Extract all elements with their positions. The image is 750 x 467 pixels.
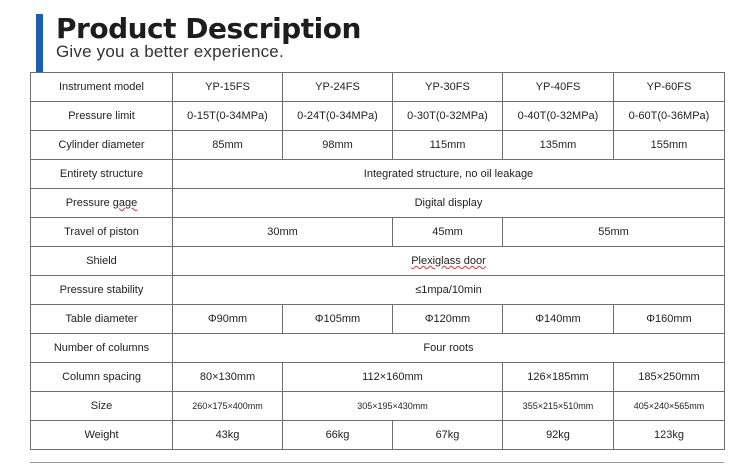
table-cell: 0-60T(0-36MPa) (614, 102, 725, 131)
table-cell: YP-15FS (173, 73, 283, 102)
table-cell: 98mm (283, 131, 393, 160)
table-cell: Φ120mm (393, 305, 503, 334)
table-cell: YP-60FS (614, 73, 725, 102)
table-cell: 55mm (503, 218, 725, 247)
row-label (31, 189, 173, 218)
row-label: Shield (31, 247, 173, 276)
table-row (31, 102, 725, 131)
row-label: Size (31, 392, 173, 421)
spellcheck-word: gage (112, 197, 138, 209)
table-cell: Four roots (173, 334, 725, 363)
table-cell: 30mm (173, 218, 393, 247)
page-title: Product Description (56, 12, 361, 45)
table-row (31, 363, 725, 392)
table-cell: 135mm (503, 131, 614, 160)
table-row (31, 334, 725, 363)
table-cell: YP-30FS (393, 73, 503, 102)
table-row (31, 247, 725, 276)
row-label: Weight (31, 421, 173, 450)
divider (30, 462, 724, 463)
table-cell: 92kg (503, 421, 614, 450)
table-cell: 0-15T(0-34MPa) (173, 102, 283, 131)
table-cell (173, 247, 725, 276)
table-cell: Φ90mm (173, 305, 283, 334)
row-label: Column spacing (31, 363, 173, 392)
table-cell: 45mm (393, 218, 503, 247)
table-cell: 66kg (283, 421, 393, 450)
table-cell: Φ105mm (283, 305, 393, 334)
table-cell: Integrated structure, no oil leakage (173, 160, 725, 189)
table-row (31, 276, 725, 305)
row-label: Table diameter (31, 305, 173, 334)
row-label: Pressure limit (31, 102, 173, 131)
table-row (31, 218, 725, 247)
row-label-text: Pressure (65, 197, 113, 209)
page-subtitle: Give you a better experience. (56, 42, 284, 61)
table-cell: 405×240×565mm (614, 392, 725, 421)
table-cell: 305×195×430mm (283, 392, 503, 421)
table-cell: 355×215×510mm (503, 392, 614, 421)
table-cell: 185×250mm (614, 363, 725, 392)
table-row (31, 73, 725, 102)
table-row (31, 305, 725, 334)
spellcheck-word: Plexiglass door (411, 255, 486, 267)
table-cell: 112×160mm (283, 363, 503, 392)
table-cell: 126×185mm (503, 363, 614, 392)
table-cell: 0-24T(0-34MPa) (283, 102, 393, 131)
table-row (31, 421, 725, 450)
table-cell: 123kg (614, 421, 725, 450)
table-cell: 0-40T(0-32MPa) (503, 102, 614, 131)
spec-table (30, 72, 725, 450)
table-cell: Digital display (173, 189, 725, 218)
table-cell: 115mm (393, 131, 503, 160)
row-label: Number of columns (31, 334, 173, 363)
row-label: Entirety structure (31, 160, 173, 189)
row-label: Instrument model (31, 73, 173, 102)
table-cell: YP-40FS (503, 73, 614, 102)
table-row (31, 392, 725, 421)
table-cell: 260×175×400mm (173, 392, 283, 421)
row-label: Cylinder diameter (31, 131, 173, 160)
table-row (31, 189, 725, 218)
table-cell: 0-30T(0-32MPa) (393, 102, 503, 131)
table-cell: ≤1mpa/10min (173, 276, 725, 305)
table-cell: Φ140mm (503, 305, 614, 334)
row-label: Pressure stability (31, 276, 173, 305)
table-cell: 85mm (173, 131, 283, 160)
table-cell: 67kg (393, 421, 503, 450)
table-row (31, 131, 725, 160)
row-label: Travel of piston (31, 218, 173, 247)
table-cell: YP-24FS (283, 73, 393, 102)
table-cell: 80×130mm (173, 363, 283, 392)
accent-bar (36, 14, 43, 72)
table-row (31, 160, 725, 189)
table-cell: 155mm (614, 131, 725, 160)
table-cell: Φ160mm (614, 305, 725, 334)
table-cell: 43kg (173, 421, 283, 450)
